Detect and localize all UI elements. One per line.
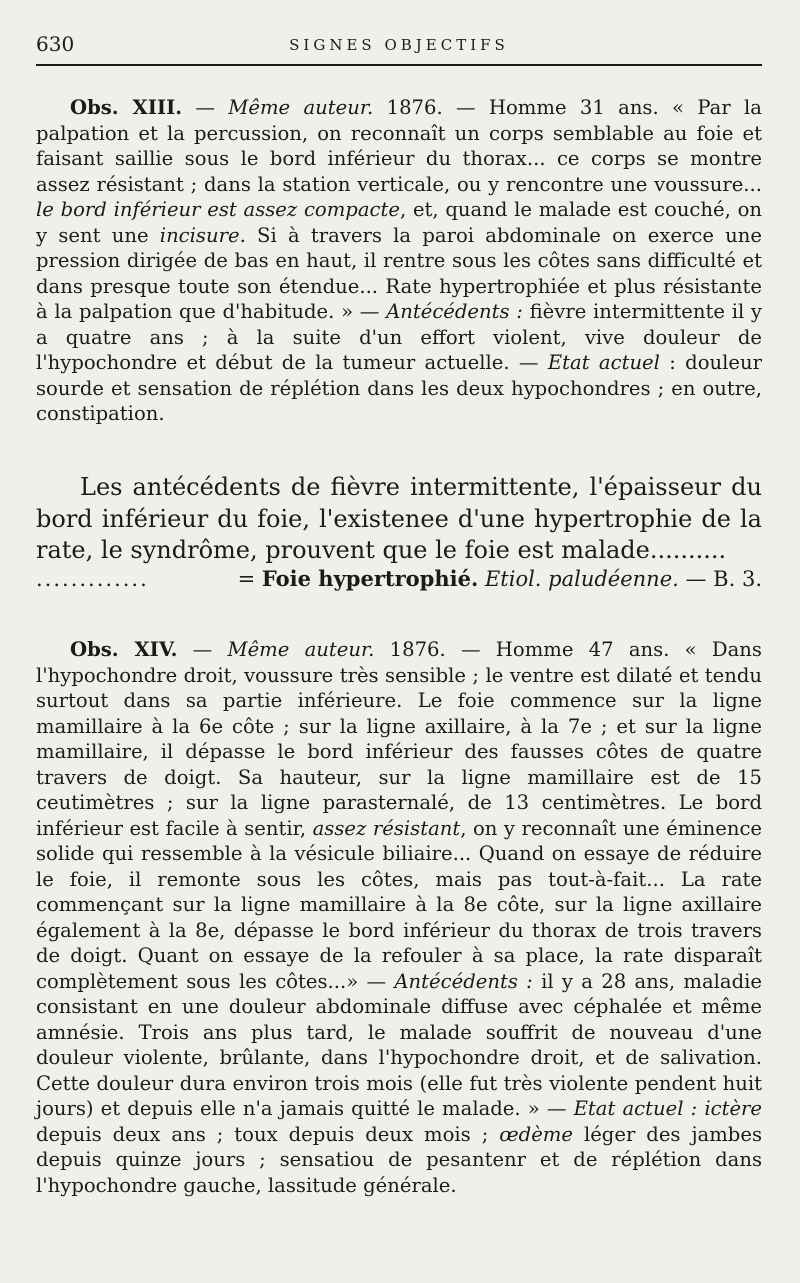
observation-13-italic-4: Etat actuel	[547, 351, 660, 374]
observation-13-text-5: : douleur sourde et sensation de réplétion dans les deux hypochondres ; en outre, constipation.	[36, 351, 762, 425]
observation-13	[36, 95, 762, 427]
observation-14-italic-4: œdème	[499, 1122, 573, 1146]
observation-13-label: Obs. XIII.	[70, 96, 183, 119]
conclusion-line	[36, 564, 762, 594]
observation-13-text-4: fièvre intermittente il y a quatre ans ; à la suite d'un effort violent, vive douleur de l'hypochondre et début de la tumeur actuelle. —	[36, 300, 763, 374]
observation-14-text-4: depuis deux ans ; toux depuis deux mois ;	[36, 1122, 500, 1146]
observation-13-text-3: . Si à travers la paroi abdominale on exerce une pression dirigée de bas en haut, il rentre sous les côtes sans difficulté et dans presque toute son étendue... Rate hypertrophiée et plus résistante à la palpation que d'habitude. » —	[36, 223, 763, 323]
observation-14-text-5: léger des jambes depuis quinze jours ; sensatiou de pesantenr et de réplétion dans l'hypochondre gauche, lassitude générale.	[36, 1122, 762, 1197]
observation-14-label: Obs. XIV.	[70, 638, 178, 661]
grade: — B. 3.	[685, 567, 762, 591]
observation-14-text-2: , on y reconnaît une éminence solide qui ressemble à la vésicule biliaire... Quand on essaye de réduire le foie, il remonte sous les côtes, mais pas tout-à-fait... La rate commençant sur la ligne mamillaire à la 8e côte, sur la ligne axillaire également à la 8e, dépasse le bord inférieur du thorax de trois travers de doigt. Quant on essaye de la refouler à sa place, la rate disparaît complètement sous les côtes...» —	[36, 816, 763, 993]
conclusion-dots: .............	[36, 567, 149, 591]
observation-13-italic-1: le bord inférieur est assez compacte	[36, 198, 400, 221]
observation-13-dash: —	[182, 96, 229, 119]
observation-13-italic-2: incisure	[159, 223, 240, 247]
commentary-text: Les antécédents de fièvre intermittente, l'épaisseur du bord inférieur du foie, l'existenee d'une hypertrophie de la rate, le syndrôme, prouvent que le foie est malade..........	[36, 473, 762, 564]
observation-14-paragraph	[36, 637, 762, 1198]
observation-13-author: Même auteur.	[228, 96, 374, 119]
observation-13-italic-3: Antécédents :	[386, 300, 523, 323]
etiology: Etiol. paludéenne.	[484, 567, 679, 591]
observation-13-text-2: , et, quand le malade est couché, on y sent une	[36, 198, 762, 247]
observation-14	[36, 637, 762, 1198]
conclusion-equals: =	[237, 567, 262, 591]
observation-14-italic-3: Etat actuel : ictère	[573, 1097, 763, 1120]
observation-14-author: Même auteur.	[227, 638, 375, 661]
observation-14-dash: —	[177, 638, 228, 661]
diagnosis: Foie hypertrophié.	[261, 566, 479, 591]
observation-13-intro: 1876. — Homme 31 ans. « Par la palpation et la percussion, on reconnaît un corps semblable au foie et faisant saillie sous le bord inférieur du thorax... ce corps se montre assez résistant ; dans la station verticale, ou y rencontre une voussure...	[36, 96, 762, 196]
running-title: SIGNES OBJECTIFS	[289, 36, 509, 54]
observation-14-italic-2: Antécédents :	[394, 969, 533, 993]
page-header	[36, 30, 762, 66]
commentary	[36, 472, 762, 567]
observation-14-intro: 1876. — Homme 47 ans. « Dans l'hypochondre droit, voussure très sensible ; le ventre est dilaté et tendu surtout dans sa partie inférieure. Le foie commence sur la ligne mamillaire à la 6e côte ; sur la ligne axillaire, à la 7e ; et sur la ligne mamillaire, il dépasse le bord inférieur des fausses côtes de quatre travers de doigt. Sa hauteur, sur la ligne mamillaire est de 15 ceutimètres ; sur la ligne parasternalé, de 13 centimètres. Le bord inférieur est facile à sentir,	[36, 638, 762, 840]
observation-13-paragraph	[36, 95, 762, 427]
observation-14-italic-1: assez résistant	[312, 816, 461, 840]
observation-14-text-3: il y a 28 ans, maladie consistant en une douleur abdominale diffuse avec céphalée et même amnésie. Trois ans plus tard, le malade souffrit de nouveau d'une douleur violente, brûlante, dans l'hypochondre droit, et de salivation. Cette douleur dura environ trois mois (elle fut très violente pendent huit jours) et depuis elle n'a jamais quitté le malade. » —	[36, 969, 762, 1120]
page-number: 630	[36, 32, 75, 56]
